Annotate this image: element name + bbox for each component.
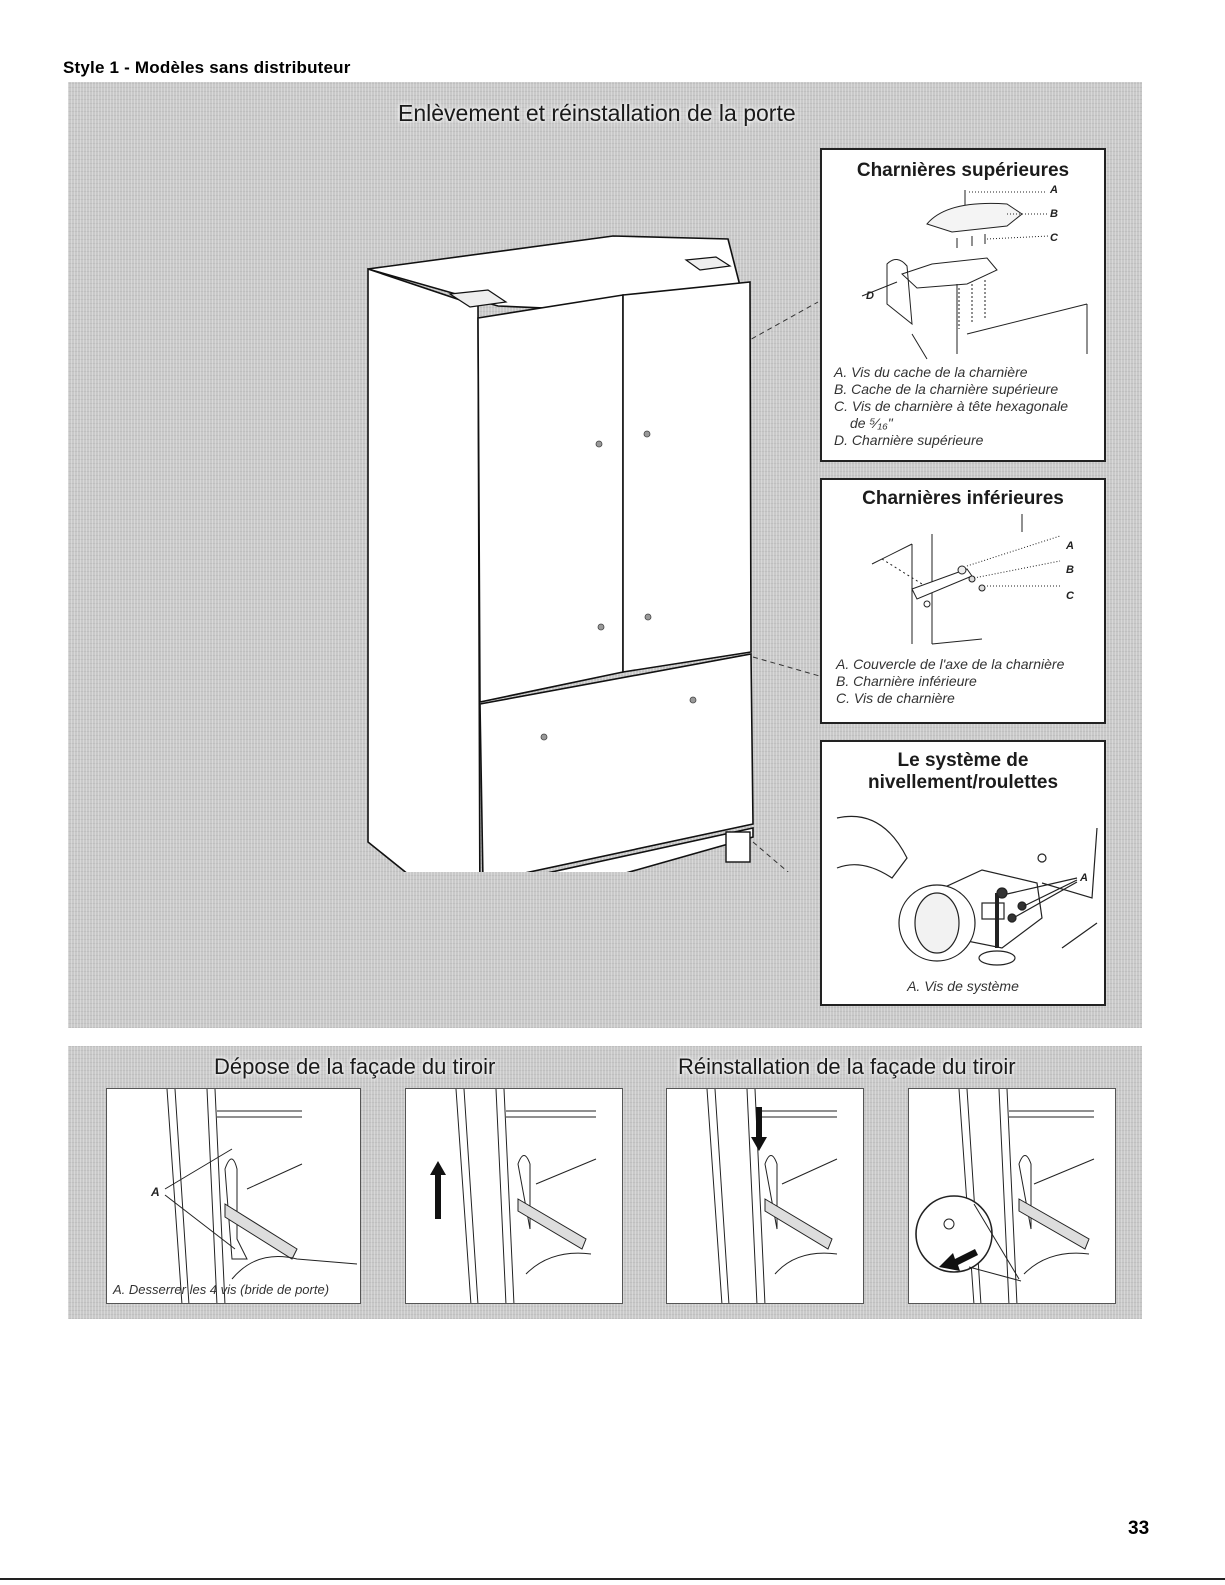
lower-hinges-captions bbox=[836, 656, 1064, 707]
step1-caption: A. Desserrer les 4 vis (bride de porte) bbox=[113, 1282, 330, 1297]
upper-hinges-captions bbox=[834, 364, 1068, 449]
drawer-bracket-diagram bbox=[107, 1089, 361, 1304]
lower-callout-c: C bbox=[1066, 590, 1074, 602]
door-removal-title: Enlèvement et réinstallation de la porte bbox=[398, 100, 796, 126]
upper-hinge-diagram bbox=[857, 184, 1097, 364]
refrigerator-illustration bbox=[358, 232, 838, 872]
caption-line: de ⁵⁄₁₆" bbox=[850, 415, 893, 431]
caption-line: D. Charnière supérieure bbox=[834, 432, 984, 448]
lower-hinge-diagram bbox=[842, 514, 1092, 654]
lower-hinges-title: Charnières inférieures bbox=[862, 488, 1064, 509]
upper-callout-d: D bbox=[866, 290, 874, 302]
upper-callout-b: B bbox=[1050, 208, 1058, 220]
lower-callout-a: A bbox=[1066, 540, 1074, 552]
leveling-callout-a: A bbox=[1080, 872, 1088, 884]
leveling-caption: A. Vis de système bbox=[907, 978, 1019, 994]
door-removal-panel bbox=[68, 82, 1142, 1028]
drawer-front-panel bbox=[68, 1046, 1142, 1319]
leveling-diagram bbox=[832, 798, 1102, 978]
drawer-removal-title: Dépose de la façade du tiroir bbox=[214, 1054, 496, 1079]
upper-hinges-box bbox=[820, 148, 1106, 462]
caption-line: A. Vis du cache de la charnière bbox=[834, 364, 1028, 380]
style-heading: Style 1 - Modèles sans distributeur bbox=[63, 58, 351, 77]
upper-callout-a: A bbox=[1050, 184, 1058, 196]
upper-hinges-title: Charnières supérieures bbox=[856, 160, 1070, 181]
caption-line: B. Charnière inférieure bbox=[836, 673, 977, 689]
drawer-reinstall-title: Réinstallation de la façade du tiroir bbox=[678, 1054, 1016, 1079]
bottom-rule bbox=[0, 1578, 1225, 1580]
caption-line: A. Couvercle de l'axe de la charnière bbox=[836, 656, 1065, 672]
step1-callout-a: A bbox=[151, 1185, 160, 1199]
caption-line: B. Cache de la charnière supérieure bbox=[834, 381, 1059, 397]
leveling-title-line1: Le système de bbox=[897, 750, 1029, 771]
removal-step-1 bbox=[106, 1088, 361, 1304]
page-number: 33 bbox=[1128, 1518, 1150, 1539]
upper-callout-c: C bbox=[1050, 232, 1058, 244]
lower-hinges-box bbox=[820, 478, 1106, 724]
caption-line: C. Vis de charnière à tête hexagonale bbox=[834, 398, 1069, 414]
removal-step-2 bbox=[405, 1088, 623, 1304]
lower-callout-b: B bbox=[1066, 564, 1074, 576]
reinstall-step-2 bbox=[908, 1088, 1116, 1304]
down-arrow-icon bbox=[751, 1107, 767, 1151]
leveling-title-line2: nivellement/roulettes bbox=[867, 772, 1059, 793]
lower-drawer-diagram bbox=[667, 1089, 864, 1304]
up-arrow-icon bbox=[430, 1161, 446, 1219]
caption-line: C. Vis de charnière bbox=[836, 690, 955, 706]
reinstall-step-1 bbox=[666, 1088, 864, 1304]
lift-drawer-diagram bbox=[406, 1089, 623, 1304]
leveling-box bbox=[820, 740, 1106, 1006]
tighten-screws-diagram bbox=[909, 1089, 1116, 1304]
